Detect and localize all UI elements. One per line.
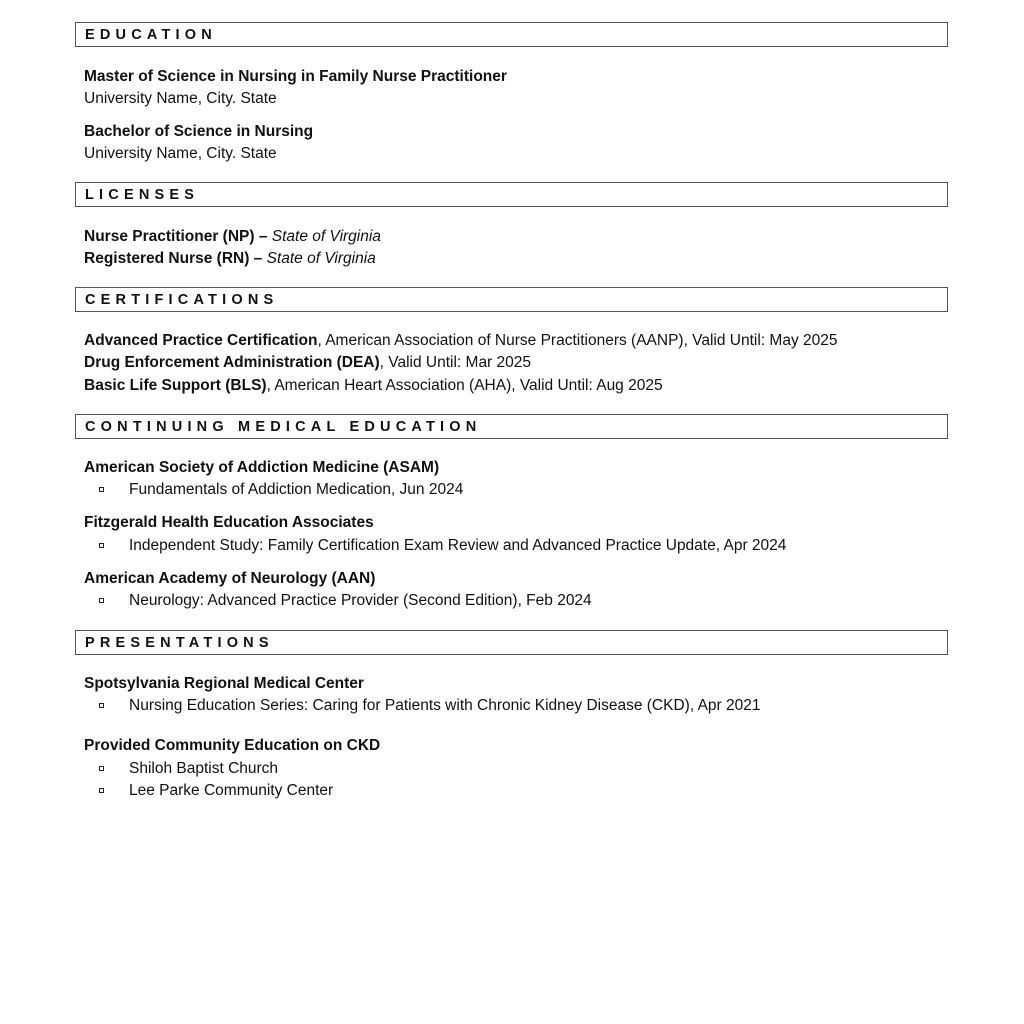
- education-degree: Bachelor of Science in Nursing: [84, 122, 314, 140]
- presentation-org: Spotsylvania Regional Medical Center: [84, 675, 364, 692]
- education-school: University Name, City. State: [84, 145, 277, 163]
- education-school: University Name, City. State: [84, 90, 277, 108]
- cme-course: Fundamentals of Addiction Medication, Jun 2024: [129, 481, 464, 499]
- licenses-header: LICENSES: [75, 182, 948, 207]
- certification-item: [84, 375, 954, 397]
- presentation-venue: Lee Parke Community Center: [129, 782, 334, 800]
- certification-item: [84, 330, 954, 352]
- list-item: [84, 590, 954, 612]
- license-state: State of Virginia: [271, 228, 381, 245]
- education-header: EDUCATION: [75, 22, 948, 47]
- cme-org: Fitzgerald Health Education Associates: [84, 514, 374, 532]
- certification-item: [84, 352, 954, 374]
- certification-detail: , Valid Until: Mar 2025: [379, 354, 532, 372]
- certification-name: Advanced Practice Certification: [84, 332, 318, 349]
- square-bullet-icon: [99, 487, 104, 492]
- square-bullet-icon: [99, 703, 104, 708]
- list-item: [84, 479, 954, 501]
- cme-org: American Society of Addiction Medicine (ASAM): [84, 459, 440, 476]
- square-bullet-icon: [99, 543, 104, 548]
- certification-name: Drug Enforcement Administration (DEA): [84, 354, 380, 372]
- cme-org: American Academy of Neurology (AAN): [84, 569, 376, 587]
- list-item: [84, 695, 954, 717]
- education-section: [84, 66, 954, 166]
- cme-section: [84, 457, 954, 613]
- certifications-section: [84, 330, 954, 397]
- presentation-org: Provided Community Education on CKD: [84, 737, 381, 755]
- square-bullet-icon: [99, 598, 104, 603]
- presentations-header: PRESENTATIONS: [75, 630, 948, 655]
- presentation-venue: Shiloh Baptist Church: [129, 759, 279, 777]
- certification-detail: , American Heart Association (AHA), Valid Until: Aug 2025: [266, 376, 663, 394]
- presentation-title: Nursing Education Series: Caring for Patients with Chronic Kidney Disease (CKD), Apr 2021: [129, 697, 761, 715]
- list-item: [84, 758, 954, 780]
- license-title: Registered Nurse (RN) –: [84, 250, 263, 268]
- square-bullet-icon: [99, 788, 104, 793]
- square-bullet-icon: [99, 766, 104, 771]
- list-item: [84, 780, 954, 802]
- license-state: State of Virginia: [266, 250, 376, 268]
- certifications-header: CERTIFICATIONS: [75, 287, 948, 312]
- presentations-section: [84, 673, 954, 803]
- education-degree: Master of Science in Nursing in Family Nurse Practitioner: [84, 68, 507, 85]
- licenses-section: [84, 226, 954, 271]
- license-item: [84, 248, 954, 270]
- license-title: Nurse Practitioner (NP) –: [84, 228, 268, 245]
- cme-course: Neurology: Advanced Practice Provider (Second Edition), Feb 2024: [129, 592, 592, 610]
- certification-detail: , American Association of Nurse Practitioners (AANP), Valid Until: May 2025: [317, 332, 838, 349]
- license-item: [84, 226, 954, 248]
- cme-course: Independent Study: Family Certification Exam Review and Advanced Practice Update, Apr 2024: [129, 536, 787, 554]
- list-item: [84, 535, 954, 557]
- cme-header: CONTINUING MEDICAL EDUCATION: [75, 414, 948, 439]
- certification-name: Basic Life Support (BLS): [84, 376, 267, 394]
